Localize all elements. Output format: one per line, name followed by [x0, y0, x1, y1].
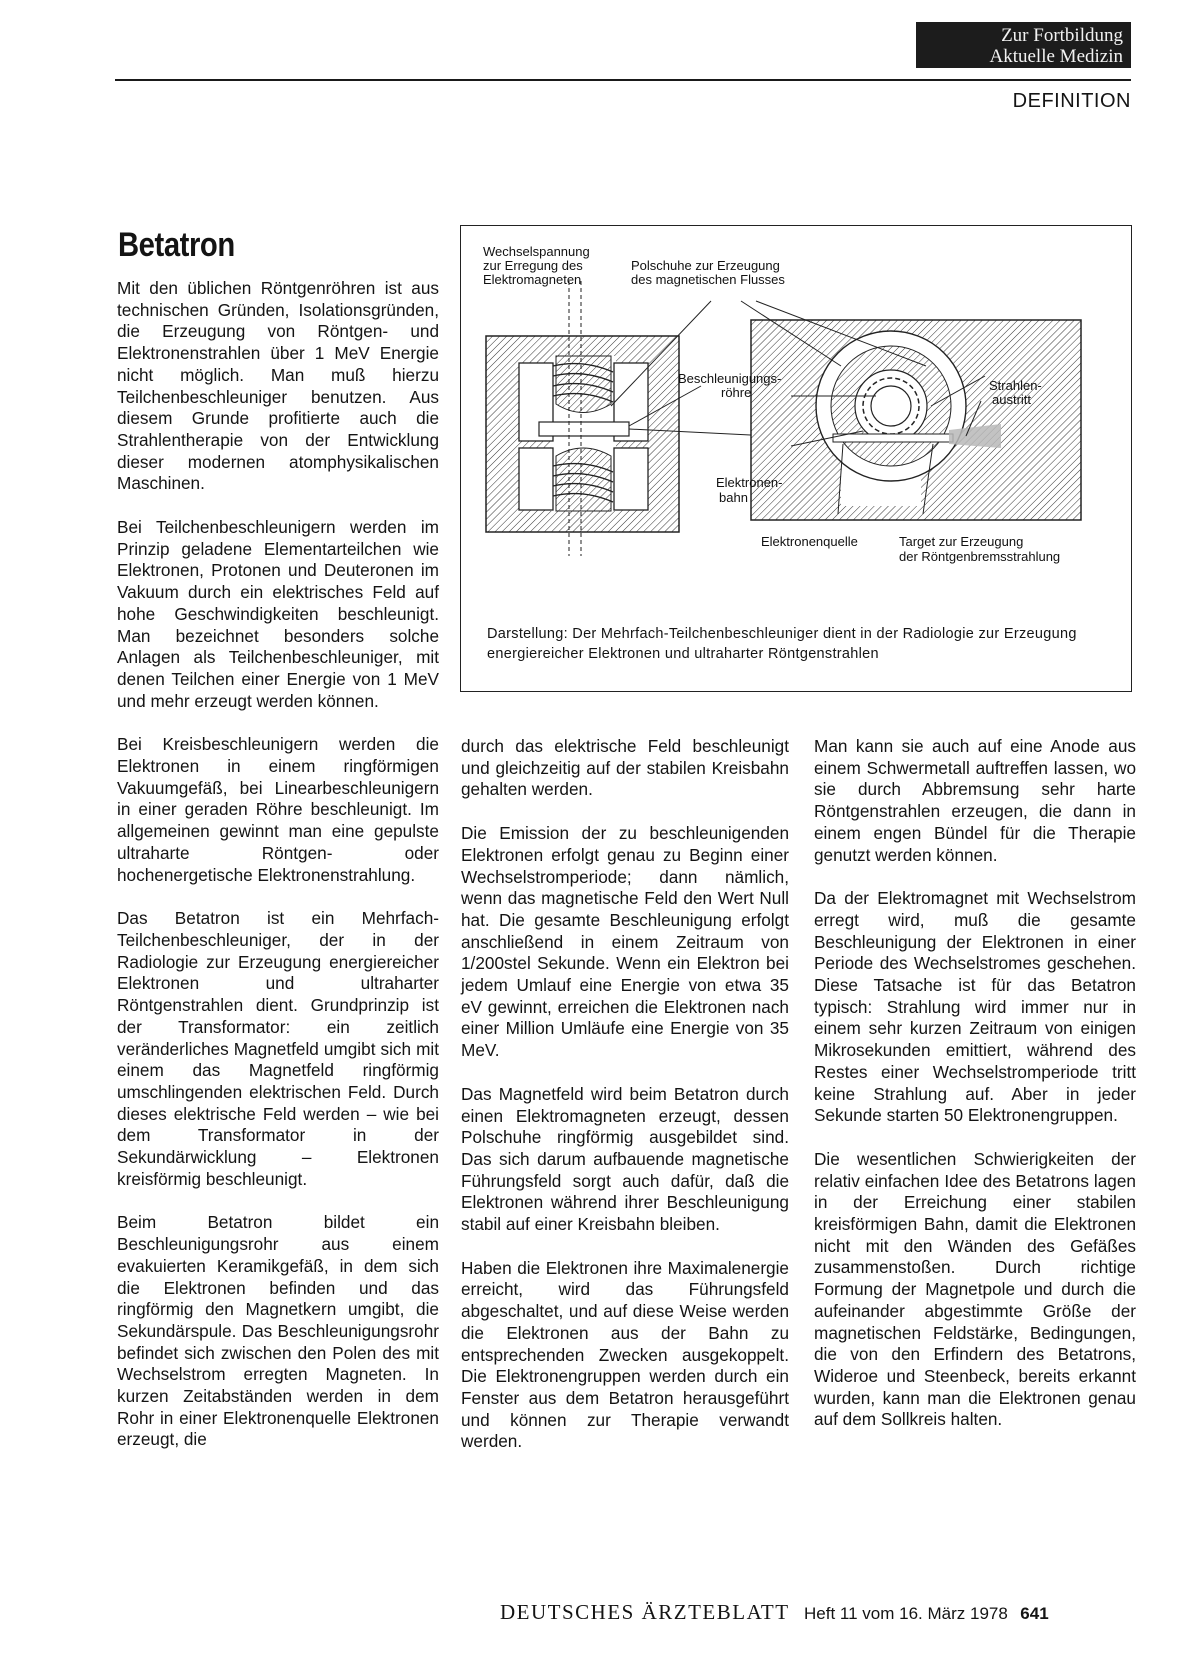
- paragraph: Man kann sie auch auf eine Anode aus einem Schwermetall auftreffen lassen, wo sie durch Abbremsung sehr harte Röntgenstrahlen erzeugen, die dann in einem engen Bündel für die Therapie genutzt werden können.: [814, 736, 1136, 865]
- header-line-medizin: Aktuelle Medizin: [989, 46, 1123, 67]
- text-column-left: [117, 278, 439, 1473]
- betatron-diagram: [461, 226, 1133, 693]
- paragraph: Haben die Elektronen ihre Maximalenergie erreicht, wird das Führungsfeld abgeschaltet, und auf diese Weise werden die Elektronen aus der Bahn zu entsprechenden Zwecken ausgekoppelt. Die Elektronengruppen werden durch ein Fenster aus dem Betatron herausgeführt und können zur Therapie verwandt werden.: [461, 1257, 789, 1452]
- paragraph: Da der Elektromagnet mit Wechselstrom erregt wird, muß die gesamte Beschleunigung der Elektronen in einer Periode des Wechselstromes geschehen. Diese Tatsache ist für das Betatron typisch: Strahlung wird immer nur in einem sehr kurzen Zeitraum von einigen Mikrosekunden emittiert, während des Restes einer Wechselstromperiode tritt keine Strahlung auf. Aber in jeder Sekunde starten 50 Elektronengruppen.: [814, 888, 1136, 1126]
- paragraph: Mit den üblichen Röntgenröhren ist aus technischen Gründen, Isolationsgründen, die Erzeugung von Röntgen- und Elektronenstrahlen über 1 MeV Energie nicht möglich. Man muß hierzu Teilchenbeschleuniger benutzen. Aus diesem Grunde profitierte auch die Strahlentherapie von der Entwicklung dieser modernen atomphysikalischen Maschinen.: [117, 278, 439, 494]
- paragraph: Die Emission der zu beschleunigenden Elektronen erfolgt genau zu Beginn einer Wechselstromperiode; dann nämlich, wenn das magnetische Feld den Wert Null hat. Die gesamte Beschleunigung erfolgt anschließend in einem Zeitraum von 1/200stel Sekunde. Wenn ein Elektron bei jedem Umlauf eine Energie von etwa 35 eV gewinnt, erreichen die Elektronen nach einer Million Umläufe eine Energie von 35 MeV.: [461, 823, 789, 1061]
- page-number: 641: [1020, 1604, 1049, 1623]
- paragraph: Das Magnetfeld wird beim Betatron durch einen Elektromagneten erzeugt, dessen Polschuhe ringförmig ausgebildet sind. Das sich darum aufbauende magnetische Führungsfeld sorgt auch dafür, daß die Elektronen während ihrer Beschleunigung stabil auf einer Kreisbahn bleiben.: [461, 1083, 789, 1235]
- figure-caption: Darstellung: Der Mehrfach-Teilchenbeschleuniger dient in der Radiologie zur Erzeugung energiereicher Elektronen und ultraharter Röntgenstrahlen: [487, 626, 1077, 662]
- page-footer: [500, 1600, 1049, 1625]
- footer-journal-name: DEUTSCHES ÄRZTEBLATT: [500, 1600, 790, 1624]
- article-title: Betatron: [118, 226, 235, 264]
- paragraph: Die wesentlichen Schwierigkeiten der relativ einfachen Idee des Betatrons lagen in der Erreichung einer stabilen kreisförmigen Bahn, damit die Elektronen nicht mit den Wänden des Gefäßes zusammenstoßen. Durch richtige Formung der Magnetpole und durch die aufeinander abgestimmte Größe der magnetischen Feldstärke, Bedingungen, die von den Erfindern des Betatrons, Wideroe und Steenbeck, bereits erkannt wurden, kann man die Elektronen genau auf dem Sollkreis halten.: [814, 1148, 1136, 1430]
- header-divider: [115, 79, 1131, 81]
- label-elektronenquelle: Elektronenquelle: [761, 534, 858, 549]
- label-polschuhe-1: Polschuhe zur Erzeugung: [631, 258, 780, 273]
- paragraph: Bei Kreisbeschleunigern werden die Elektronen in einem ringförmigen Vakuumgefäß, bei Linearbeschleunigern in einer geraden Röhre beschleunigt. Im allgemeinen gewinnt man eine gepulste ultraharte Röntgen- oder hochenergetische Elektronenstrahlung.: [117, 734, 439, 885]
- paragraph: Bei Teilchenbeschleunigern werden im Prinzip geladene Elementarteilchen wie Elektronen, Protonen und Deuteronen im Vakuum durch ein elektrisches Feld auf hohe Geschwindigkeiten beschleunigt. Man bezeichnet besonders solche Anlagen als Teilchenbeschleuniger, mit denen Teilchen einer Energie von 1 MeV und mehr erzeugt werden können.: [117, 517, 439, 711]
- label-wechselspannung-3: Elektromagneten: [483, 272, 582, 287]
- label-elektronenbahn-2: bahn: [719, 490, 748, 505]
- paragraph: Beim Betatron bildet ein Beschleunigungsrohr aus einem evakuierten Keramikgefäß, in dem sich die Elektronen befinden und das ringförmig den Magnetkern umgibt, die Sekundärspule. Das Beschleunigungsrohr befindet sich zwischen den Polen des mit Wechselstrom erregten Magneten. In kurzen Zeitabständen werden in dem Rohr in einer Elektronenquelle Elektronen erzeugt, die: [117, 1212, 439, 1450]
- figure-betatron: [460, 225, 1132, 692]
- label-polschuhe-2: des magnetischen Flusses: [631, 272, 785, 287]
- header-line-fortbildung: Zur Fortbildung: [1001, 25, 1123, 46]
- label-target-1: Target zur Erzeugung: [899, 534, 1024, 549]
- text-column-middle: [461, 736, 789, 1475]
- label-target-2: der Röntgenbremsstrahlung: [899, 549, 1061, 564]
- magnet-top-view: [751, 320, 1081, 520]
- section-header-box: [916, 22, 1131, 68]
- label-beschleunigungsroehre-2: röhre: [721, 385, 752, 400]
- label-strahlenaustritt-2: austritt: [992, 392, 1032, 407]
- paragraph: Das Betatron ist ein Mehrfach-Teilchenbeschleuniger, der in der Radiologie zur Erzeugung energiereicher Elektronen und ultraharter Röntgenstrahlen dient. Grundprinzip ist der Transformator: ein zeitlich veränderliches Magnetfeld umgibt sich mit einem das Magnetfeld ringförmig umschlingenden elektrischen Feld. Durch dieses elektrische Feld werden – wie bei dem Transformator in der Sekundärwicklung – Elektronen kreisförmig beschleunigt.: [117, 908, 439, 1189]
- text-column-right: [814, 736, 1136, 1453]
- magnet-side-view: [486, 281, 771, 556]
- paragraph: durch das elektrische Feld beschleunigt und gleichzeitig auf der stabilen Kreisbahn gehalten werden.: [461, 736, 789, 800]
- label-beschleunigungsroehre-1: Beschleunigungs-: [678, 371, 782, 386]
- label-strahlenaustritt-1: Strahlen-: [989, 378, 1042, 393]
- label-elektronenbahn-1: Elektronen-: [716, 475, 783, 490]
- footer-issue: Heft 11 vom 16. März 1978: [804, 1604, 1008, 1623]
- label-wechselspannung-1: Wechselspannung: [483, 244, 590, 259]
- label-wechselspannung-2: zur Erregung des: [483, 258, 583, 273]
- section-label: DEFINITION: [1012, 90, 1131, 112]
